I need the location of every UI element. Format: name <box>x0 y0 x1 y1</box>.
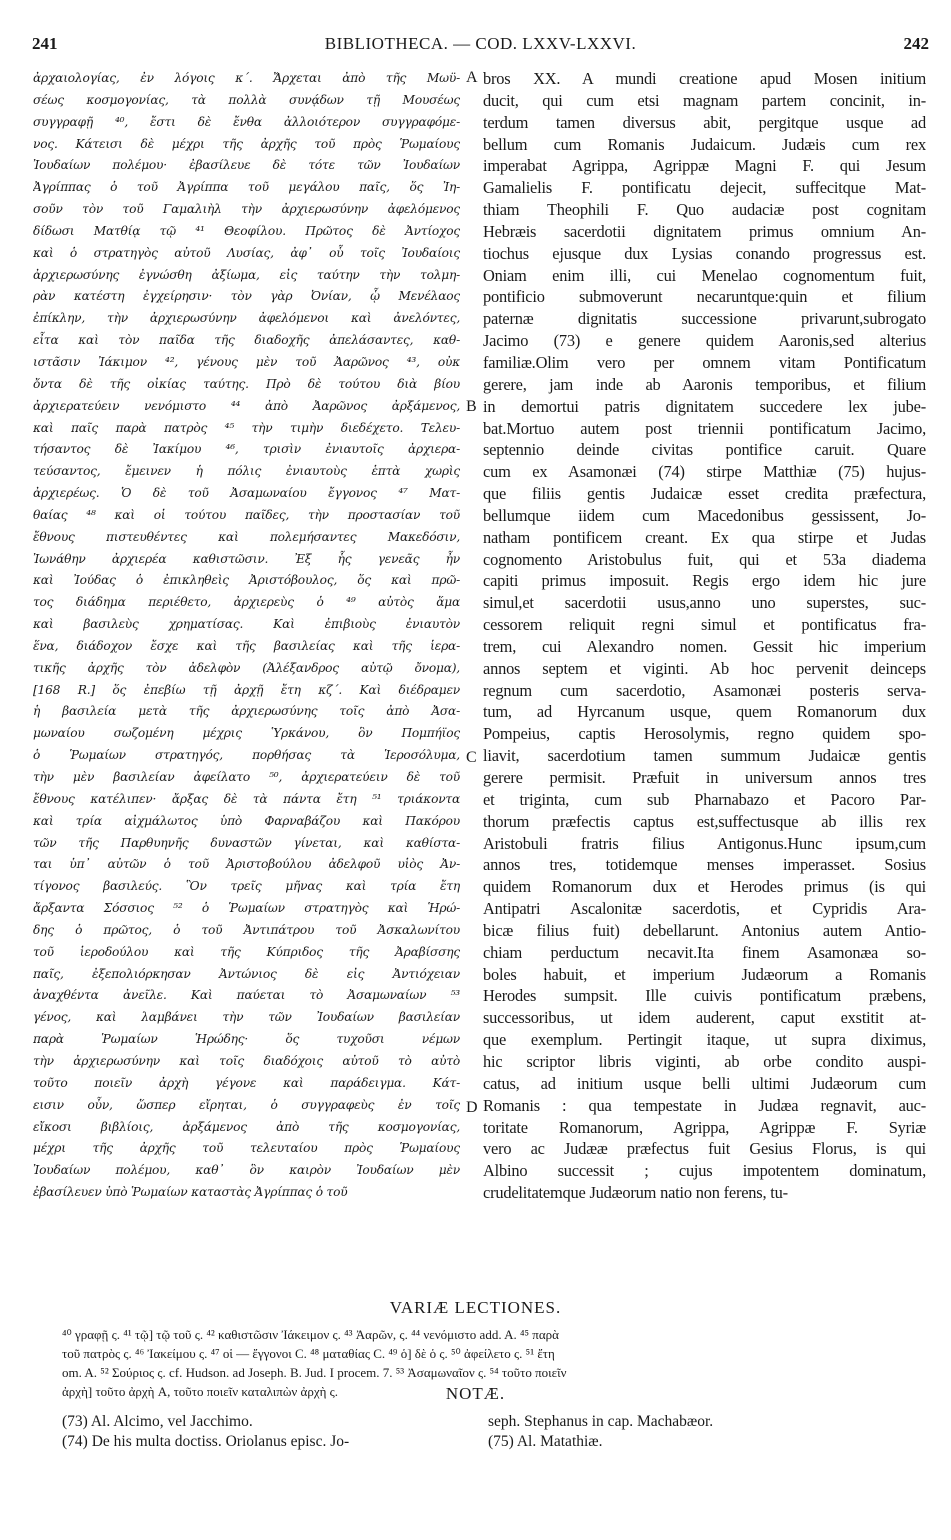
latin-text-line: successoribus, ut idem auderent, caput exstitit at- <box>483 1008 926 1028</box>
greek-text-line: ται ὑπ᾽ αὐτῶν ὁ τοῦ Ἀριστοβούλου ἀδελφοῦ υἱὸς Ἀν- <box>33 857 460 872</box>
greek-text-line: νος. Κάτεισι δὲ μέχρι τῆς ἀρχῆς τοῦ πρὸς Ῥωμαίους <box>33 136 460 151</box>
greek-text-line: ἔθνους πιστευθέντες καὶ πολεμήσαντες Μακεδόσιν, <box>33 529 460 544</box>
greek-text-line: ἕνα, διάδοχον ἔσχε καὶ τῆς βασιλείας καὶ τῆς ἱερα- <box>33 638 460 653</box>
latin-text-line: chiam perductum necavit.Ita finem Asamonæa so- <box>483 942 926 962</box>
margin-marker-a: A <box>466 69 478 86</box>
variae-lectiones-heading: VARIÆ LECTIONES. <box>389 1298 562 1317</box>
latin-text-line: que exemplum. Pertingit itaque, ut supra diximus, <box>483 1030 926 1050</box>
latin-text-line: Antipatri Ascalonitæ sacerdotis, et Cypridis Ara- <box>483 899 926 919</box>
greek-text-line: ἐβασίλευεν ὑπὸ Ῥωμαίων καταστὰς Ἀγρίππας ὁ τοῦ <box>33 1185 348 1200</box>
margin-marker-b: B <box>466 398 477 415</box>
page-number-right: 242 <box>903 34 929 53</box>
latin-text-line: Hebræis sacerdotii dignitatem primus omnium An- <box>483 221 926 241</box>
greek-text-line: εἴκοσι βιβλίοις, ἀρξάμενος ἀπὸ τῆς κοσμογονίας, <box>33 1119 460 1134</box>
latin-text-line: Pompeius, captis Herosolymis, regno quidem spo- <box>483 724 926 744</box>
greek-text-line: τὴν μὲν βασιλείαν ἀφείλατο ⁵⁰, ἀρχιερατεύειν δὲ τοῦ <box>33 770 460 784</box>
latin-text-line: bicæ filius fuit) debellarunt. Antonius autem Antio- <box>483 920 926 940</box>
greek-text-line: παρὰ Ῥωμαίων Ἡρώδης· ὅς τυχοῦσι νέμων <box>33 1032 460 1047</box>
latin-text-line: Romanis : qua tempestate in Judæa regnavit, auc- <box>483 1095 926 1115</box>
latin-text-line: tiochus ejusque dux Lysias conando progressus est. <box>483 243 926 263</box>
greek-text-line: ἀρχαιολογίας, ἐν λόγοις κ΄. Ἄρχεται ἀπὸ τῆς Μωϋ- <box>33 71 460 85</box>
latin-text-line: Albino successit ; cujus impotentem dominatum, <box>483 1161 926 1181</box>
latin-text-line: capiti primus imposuit. Regis ergo idem hic jure <box>483 571 926 591</box>
note-line: (75) Al. Matathiæ. <box>488 1433 603 1450</box>
latin-text-line: Aristobuli fratris filius Antigonus.Hunc ipsum,cum <box>483 833 926 853</box>
latin-text-line: Herodes sumpsit. Ille cuivis pontificatum præbens, <box>483 986 926 1006</box>
greek-text-line: ἐπίκλην, τὴν ἀρχιερωσύνην ἀφελόμενοι καὶ ἀνελόντες, <box>33 311 460 326</box>
latin-text-line: que filiis gentis Judaicæ esset credita præfectura, <box>483 484 926 504</box>
latin-text-line: annos tres, totidemque menses imperasset. Sosius <box>483 855 926 875</box>
latin-text-column <box>483 68 926 1204</box>
latin-text-line: regnum cum sacerdotio, Asamonæi posteris serva- <box>483 680 926 700</box>
latin-text-line: simul,et sacerdotii usus,anno uno superstes, suc- <box>483 593 926 613</box>
latin-text-line: tum, ad Hyrcanum usque, quem Romanorum dux <box>483 702 926 722</box>
latin-text-line: septennio deinde civitas pontifice caruit. Quare <box>483 440 926 460</box>
greek-text-line: τικῆς ἀρχῆς τὸν ἀδελφὸν (Ἀλέξανδρος αὐτῷ ὄνομα), <box>33 660 460 675</box>
greek-text-line: θαίας ⁴⁸ καὶ οἱ τούτου παῖδες, τὴν προστασίαν τοῦ <box>33 507 460 522</box>
greek-text-line: καὶ Ἰούδας ὁ ἐπικληθεὶς Ἀριστόβουλος, ὅς καὶ πρῶ- <box>33 573 460 588</box>
note-line: (73) Al. Alcimo, vel Jacchimo. <box>62 1413 253 1430</box>
variant-reading-line: ἀρχὴ] τοῦτο ἀρχὴ A, τοῦτο ποιεῖν καταλιπὼν ἀρχὴ ς. <box>62 1384 339 1399</box>
greek-text-line: [168 R.] ὅς ἐπεβίω τῇ ἀρχῇ ἔτη κζ΄. Καὶ διέδραμεν <box>33 682 460 697</box>
running-header <box>32 34 929 62</box>
greek-text-line: τος διάδημα περιέθετο, ἀρχιερεὺς ὁ ⁴⁹ αὐτὸς ἅμα <box>33 595 460 610</box>
greek-text-column <box>33 68 460 1204</box>
greek-text-line: εισιν οὖν, ὥσπερ εἴρηται, ὁ συγγραφεὺς ἐν τοῖς <box>33 1097 460 1112</box>
variant-reading-line: τοῦ πατρὸς ς. ⁴⁶ Ἰακείμου ς. ⁴⁷ οἱ — ἔγγονοι C. ⁴⁸ ματαθίας C. ⁴⁹ ὁ] δὲ ὁ ς. ⁵⁰ ἀφείλετο ς. ⁵¹ ἔτη <box>62 1346 555 1361</box>
greek-text-line: τῶν τῆς Παρθυηνῆς δυναστῶν γίνεται, καὶ καθίστα- <box>33 835 460 850</box>
greek-text-line: μέχρι τῆς ἀρχῆς τοῦ τελευταίου πρὸς Ῥωμαίους <box>33 1141 460 1156</box>
latin-text-line: hic scriptor libris viginti, ab orbe condito auspi- <box>483 1051 926 1071</box>
greek-text-line: σέως κοσμογονίας, τὰ πολλὰ συνᾴδων τῇ Μουσέως <box>33 92 460 107</box>
latin-text-line: annos septem et viginti. Ab hoc pervenit deinceps <box>483 658 926 678</box>
latin-text-line: ducit, qui cum etsi magnam partem concinit, in- <box>483 90 926 110</box>
greek-text-line: ρὰν κατέστη ἐγχείρησιν· τὸν γὰρ Ὀνίαν, ᾧ Μενέλαος <box>33 289 460 304</box>
latin-text-line: bellum cum Romanis Judaicum. Judæis cum rex <box>483 134 926 154</box>
greek-text-line: τοῦ ἱεροδούλου καὶ τῆς Κύπριδος τῆς Ἀραβίσσης <box>33 944 460 959</box>
latin-text-line: crudelitatemque Judæorum natio non ferens, tu- <box>483 1183 788 1203</box>
greek-text-line: ἔθνους κατέλιπεν· ἄρξας δὲ τὰ πάντα ἔτη ⁵¹ τριάκοντα <box>33 791 460 806</box>
latin-text-line: Jacimo (73) e genere quidem Aaronis,sed alterius <box>483 331 926 351</box>
notae-heading: NOTÆ. <box>445 1384 506 1403</box>
greek-text-line: Ἰωνάθην ἀρχιερέα καθιστῶσιν. Ἐξ ἧς γενεᾶς ἦν <box>33 551 460 566</box>
greek-text-line: Ἰουδαίων πολέμου, καθ᾽ ὃν καιρὸν Ἰουδαίων μὲν <box>33 1163 460 1178</box>
greek-text-line: ἀρχιερέως. Ὁ δὲ τοῦ Ἀσαμωναίου ἔγγονος ⁴⁷ Ματ- <box>33 486 460 501</box>
latin-text-line: thorum præfectis captus est,suffectusque ab illis rex <box>483 811 926 831</box>
greek-text-line: ἀναχθέντα ἀνεῖλε. Καὶ παύεται τὸ Ἀσαμωναίων ⁵³ <box>33 988 460 1003</box>
page-title: BIBLIOTHECA. — COD. LXXV-LXXVI. <box>324 34 637 53</box>
greek-text-line: δης ὁ πρῶτος, ὁ τοῦ Ἀντιπάτρου τοῦ Ἀσκαλωνίτου <box>33 922 460 937</box>
latin-text-line: bat.Mortuo autem post triennii pontificatum Jacimo, <box>483 418 926 438</box>
latin-text-line: natham pontificem creant. Ex qua stirpe et Judas <box>483 527 926 547</box>
latin-text-line: catus, ad initium usque belli ultimi Judæorum cum <box>483 1073 926 1093</box>
latin-text-line: boles habuit, et imperium Judæorum a Romanis <box>483 964 926 984</box>
latin-text-line: gerere permisit. Præfuit in universum annos tres <box>483 768 926 787</box>
latin-text-line: bros XX. A mundi creatione apud Mosen initium <box>483 69 926 88</box>
greek-text-line: ἡ βασιλεία μετὰ τῆς ἀρχιερωσύνης τοῖς ἀπὸ Ἀσα- <box>33 704 460 719</box>
latin-text-line: liavit, sacerdotium tamen summum Judaicæ gentis <box>483 746 926 766</box>
greek-text-line: Ἰουδαίων πολέμου· ἐβασίλευε δὲ τότε τῶν Ἰουδαίων <box>33 158 460 173</box>
greek-text-line: παῖς, ἐξεπολιόρκησαν Ἀντώνιος δὲ εἰς Ἀντιόχειαν <box>33 966 460 981</box>
greek-text-line: συγγραφῇ ⁴⁰, ἔστι δὲ ἔνθα ἀλλοιότερον συγγραφόμε- <box>33 114 460 129</box>
greek-text-line: καὶ παῖς παρὰ πατρὸς ⁴⁵ τὴν τιμὴν διεδέχετο. Τελευ- <box>33 420 460 435</box>
greek-text-line: ἀρχιερωσύνης ἐγνώσθη ἀξίωμα, εἰς ταύτην τὴν τολμη- <box>33 267 460 282</box>
greek-text-line: δίδωσι Ματθίᾳ τῷ ⁴¹ Θεοφίλου. Πρῶτος δὲ Ἀντίοχος <box>33 223 460 238</box>
greek-text-line: εἶτα καὶ τὸν παῖδα τῆς διαδοχῆς ἀπελάσαντες, καθ- <box>33 333 460 348</box>
greek-text-line: μωναίου σωζομένη μέχρις Ὑρκάνου, ὃν Πομπήϊος <box>33 726 460 741</box>
greek-text-line: τήσαντος δὲ Ἰακίμου ⁴⁶, τρισὶν ἐνιαυτοῖς ἀρχιερα- <box>33 442 460 457</box>
latin-text-line: et triginta, cum sub Pharnabazo et Pacoro Par- <box>483 789 926 809</box>
greek-text-line: τοῦτο ποιεῖν ἀρχὴ γέγονε καὶ παράδειγμα. Κάτ- <box>33 1075 460 1090</box>
latin-text-line: quidem Romanorum dux et Herodes primus (is qui <box>483 877 926 897</box>
greek-text-line: καὶ βασιλεὺς χρηματίσας. Καὶ ἐπιβιοὺς ἐνιαυτὸν <box>33 617 460 632</box>
note-line: seph. Stephanus in cap. Machabæor. <box>488 1413 714 1430</box>
latin-text-line: bellumque iidem cum Macedonibus gessissent, Jo- <box>483 505 926 525</box>
variant-reading-line: ⁴⁰ γραφῇ ς. ⁴¹ τῷ] τῷ τοῦ ς. ⁴² καθιστῶσιν Ἰάκειμον ς. ⁴³ Ἀαρῶν, ς. ⁴⁴ νενόμιστο add. A. ⁴⁵ παρὰ <box>62 1327 559 1342</box>
latin-text-line: thiam Theophili F. Quo audaciæ post cognitam <box>483 200 926 220</box>
margin-marker-d: D <box>466 1099 478 1116</box>
greek-text-line: σοῦν τὸν τοῦ Γαμαλιὴλ τὴν ἀρχιερωσύνην ἀφελόμενος <box>33 202 460 217</box>
greek-text-line: ἀρχιερατεύειν νενόμιστο ⁴⁴ ἀπὸ Ἀαρῶνος ἀρξάμενος, <box>33 398 460 413</box>
latin-text-line: cessorem reliquit regni simul et pontificatus fra- <box>483 615 926 635</box>
latin-text-line: terdum tamen diversus abit, pergitque usque ad <box>483 112 926 132</box>
latin-text-line: toritate Romanorum, Agrippa, Agrippæ F. Syriæ <box>483 1117 926 1137</box>
margin-marker-c: C <box>466 749 477 766</box>
latin-text-line: paternæ dignitatis successione privarunt,subrogato <box>483 309 926 329</box>
greek-text-line: καὶ ὁ στρατηγὸς αὐτοῦ Λυσίας, ἀφ᾽ οὗ τοῖς Ἰουδαίοις <box>33 245 460 260</box>
page-number-left: 241 <box>32 34 58 53</box>
latin-text-line: imperabat Agrippa, Agrippæ Magni F. qui Jesum <box>483 156 926 176</box>
latin-text-line: vero ac Judææ præfectus fuit Gesius Florus, is qui <box>483 1139 926 1159</box>
greek-text-line: γένος, καὶ λαμβάνει τὴν τῶν Ἰουδαίων βασιλείαν <box>33 1010 460 1025</box>
greek-text-line: ἄρξαντα Σόσσιος ⁵² ὁ Ῥωμαίων στρατηγὸς καὶ Ἡρώ- <box>33 901 460 916</box>
latin-text-line: in demortui patris dignitatem succedere lex jube- <box>483 396 926 416</box>
latin-text-line: cognomento Aristobulus fuit, qui et 53a diadema <box>483 549 926 569</box>
note-line: (74) De his multa doctiss. Oriolanus episc. Jo- <box>62 1433 350 1450</box>
greek-text-line: τὴν ἀρχιερωσύνην καὶ τοῖς διαδόχοις αὐτοῦ τὸ αὐτὸ <box>33 1053 460 1068</box>
notes-left-column <box>62 1412 482 1452</box>
greek-text-line: καὶ τρία αἰχμάλωτος ὑπὸ Φαρναβάζου καὶ Πακόρου <box>33 813 460 828</box>
latin-text-line: pontificio submoverunt necaruntque:quin et filium <box>483 287 926 307</box>
greek-text-line: ιστᾶσιν Ἰάκιμον ⁴², γένους μὲν τοῦ Ἀαρῶνος ⁴³, οὐκ <box>33 354 460 369</box>
latin-text-line: familiæ.Olim vero per omnem vitam Pontificatum <box>483 352 926 372</box>
greek-text-line: Ἀγρίππας ὁ τοῦ Ἀγρίππα τοῦ μεγάλου παῖς, ὅς Ἰη- <box>33 180 460 195</box>
greek-text-line: ὄντα δὲ τῆς οἰκίας ταύτης. Πρὸ δὲ τούτου διὰ βίου <box>33 376 460 391</box>
variant-reading-line: om. A. ⁵² Σούριος ς. cf. Hudson. ad Joseph. B. Jud. I procem. 7. ⁵³ Ἀσαμωναῖον ς. ⁵⁴ τοῦτο ποιεῖν <box>62 1365 567 1380</box>
notes-right-column <box>488 1412 908 1452</box>
latin-text-line: gerere, jam inde ab Aaronis temporibus, et filium <box>483 374 926 394</box>
greek-text-line: τεύσαντος, ἔμεινεν ἡ πόλις ἐνιαυτοὺς ἑπτὰ χωρὶς <box>33 464 460 479</box>
greek-text-line: τίγονος βασιλεύς. Ὃν τρεῖς μῆνας καὶ τρία ἔτη <box>33 879 460 894</box>
latin-text-line: Gamalielis F. pontificatu dejecit, suffecitque Mat- <box>483 178 926 198</box>
greek-text-line: ὁ Ῥωμαίων στρατηγός, πορθήσας τὰ Ἱεροσόλυμα, <box>33 748 460 763</box>
latin-text-line: Oniam enim illi, cui Menelao cognomentum fuit, <box>483 265 926 285</box>
latin-text-line: cum ex Asamonæi (74) stirpe Matthiæ (75) hujus- <box>483 462 926 482</box>
latin-text-line: trem, cui Alexandro nomen. Gessit hic imperium <box>483 636 926 656</box>
